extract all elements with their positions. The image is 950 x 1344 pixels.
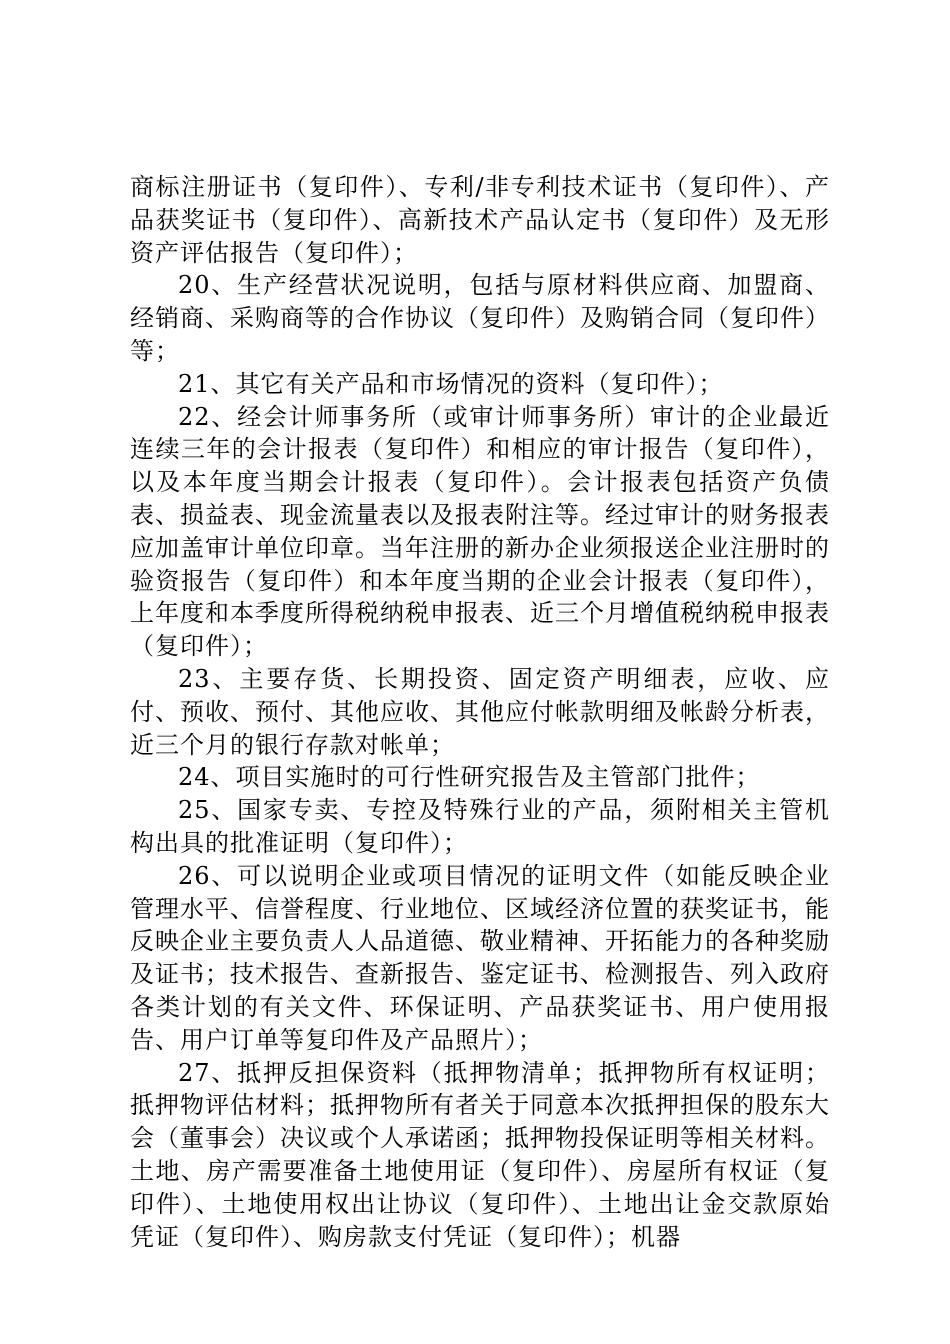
paragraph-item-23: 23、主要存货、长期投资、固定资产明细表，应收、应付、预收、预付、其他应收、其他应付帐款明细及帐龄分析表，近三个月的银行存款对帐单； — [130, 664, 830, 759]
paragraph-intangible-assets: 商标注册证书（复印件）、专利/非专利技术证书（复印件）、产品获奖证书（复印件）、高新技术产品认定书（复印件）及无形资产评估报告（复印件）； — [130, 173, 830, 267]
paragraph-item-26: 26、可以说明企业或项目情况的证明文件（如能反映企业管理水平、信誉程度、行业地位、区域经济位置的获奖证书，能反映企业主要负责人人品道德、敬业精神、开拓能力的各种奖励及证书；技术报告、查新报告、鉴定证书、检测报告、列入政府各类计划的有关文件、环保证明、产品获奖证书、用户使用报告、用户订单等复印件及产品照片）； — [130, 861, 830, 1054]
paragraph-item-27: 27、抵押反担保资料（抵押物清单；抵押物所有权证明；抵押物评估材料；抵押物所有者关于同意本次抵押担保的股东大会（董事会）决议或个人承诺函；抵押物投保证明等相关材料。土地、房产需要准备土地使用证（复印件）、房屋所有权证（复印件）、土地使用权出让协议（复印件）、土地出让金交款原始凭证（复印件）、购房款支付凭证（复印件）；机器 — [130, 1058, 830, 1251]
paragraph-item-25: 25、国家专卖、专控及特殊行业的产品，须附相关主管机构出具的批准证明（复印件）； — [130, 796, 830, 857]
document-page — [130, 171, 830, 1253]
paragraph-item-20: 20、生产经营状况说明，包括与原材料供应商、加盟商、经销商、采购商等的合作协议（复印件）及购销合同（复印件）等； — [130, 271, 830, 365]
paragraph-item-24: 24、项目实施时的可行性研究报告及主管部门批件； — [178, 763, 761, 792]
paragraph-item-21: 21、其它有关产品和市场情况的资料（复印件）； — [178, 369, 724, 398]
paragraph-item-22: 22、经会计师事务所（或审计师事务所）审计的企业最近连续三年的会计报表（复印件）和相应的审计报告（复印件），以及本年度当期会计报表（复印件）。会计报表包括资产负债表、损益表、现金流量表以及报表附注等。经过审计的财务报表应加盖审计单位印章。当年注册的新办企业须报送企业注册时的验资报告（复印件）和本年度当期的企业会计报表（复印件），上年度和本季度所得税纳税申报表、近三个月增值税纳税申报表（复印件）； — [130, 402, 830, 661]
